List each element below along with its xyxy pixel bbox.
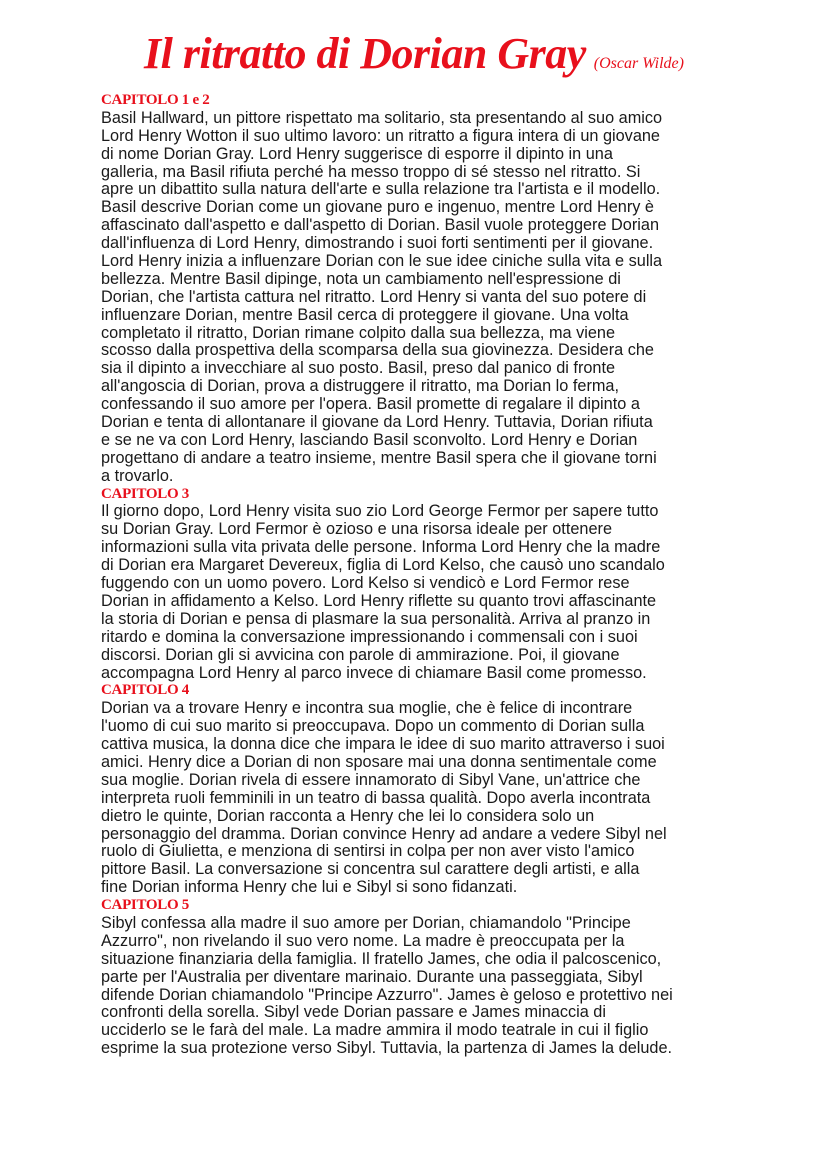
paragraph-line: parte per l'Australia per diventare marinaio. Durante una passeggiata, Sibyl [101,967,643,986]
paragraph-line: difende Dorian chiamandolo "Principe Azzurro". James è geloso e protettivo nei [101,985,673,1004]
chapter-section [101,486,741,683]
paragraph-line: situazione finanziaria della famiglia. Il fratello James, che odia il palcoscenico, [101,949,662,968]
paragraph-line: influenzare Dorian, mentre Basil cerca di proteggere il giovane. Una volta [101,305,629,324]
paragraph-line: informazioni sulla vita privata delle persone. Informa Lord Henry che la madre [101,538,661,557]
paragraph-line: Lord Henry Wotton il suo ultimo lavoro: un ritratto a figura intera di un giovane [101,126,660,145]
paragraph-line: la storia di Dorian e pensa di plasmare la sua personalità. Arriva al pranzo in [101,609,651,628]
paragraph-line: completato il ritratto, Dorian rimane colpito dalla sua bellezza, ma viene [101,323,616,342]
paragraph-line: esprime la sua protezione verso Sibyl. Tuttavia, la partenza di James la delude. [101,1039,673,1058]
paragraph-line: personaggio del dramma. Dorian convince Henry ad andare a vedere Sibyl nel [101,824,667,843]
paragraph-line: Dorian va a trovare Henry e incontra sua moglie, che è felice di incontrare [101,699,633,718]
paragraph-line: bellezza. Mentre Basil dipinge, nota un cambiamento nell'espressione di [101,269,621,288]
chapter-heading: CAPITOLO 3 [101,485,189,502]
paragraph-line: sua moglie. Dorian rivela di essere innamorato di Sibyl Vane, un'attrice che [101,770,641,789]
paragraph-line: Basil Hallward, un pittore rispettato ma solitario, sta presentando al suo amico [101,108,663,127]
paragraph-line: su Dorian Gray. Lord Fermor è ozioso e una risorsa ideale per ottenere [101,520,612,539]
chapter-section [101,92,741,486]
paragraph-line: scosso dalla prospettiva della scomparsa della sua giovinezza. Desidera che [101,341,654,360]
paragraph-line: l'uomo di cui suo marito si preoccupava. Dopo un commento di Dorian sulla [101,717,645,736]
paragraph-line: Sibyl confessa alla madre il suo amore per Dorian, chiamandolo "Principe [101,913,631,932]
paragraph-line: ruolo di Giulietta, e menziona di sentirsi in colpa per non aver visto l'amico [101,842,635,861]
chapter-heading: CAPITOLO 4 [101,682,189,699]
paragraph-line: dall'influenza di Lord Henry, dimostrando i suoi forti sentimenti per il giovane. [101,234,654,253]
chapter-section [101,897,741,1058]
paragraph-line: a trovarlo. [101,466,174,485]
paragraph-line: sia il dipinto a invecchiare al suo posto. Basil, preso dal panico di fronte [101,359,616,378]
paragraph-line: cattiva musica, la donna dice che impara le idee di suo marito attraverso i suoi [101,735,665,754]
paragraph-line: Dorian in affidamento a Kelso. Lord Henry riflette su quanto trovi affascinante [101,591,657,610]
paragraph-line: accompagna Lord Henry al parco invece di chiamare Basil come promesso. [101,663,647,682]
paragraph-line: confessando il suo amore per l'opera. Basil promette di regalare il dipinto a [101,395,640,414]
paragraph-line: all'angoscia di Dorian, prova a distruggere il ritratto, ma Dorian lo ferma, [101,377,620,396]
paragraph-line: galleria, ma Basil rifiuta perché ha messo troppo di sé stesso nel ritratto. Si [101,162,641,181]
paragraph-line: di Dorian era Margaret Devereux, figlia di Lord Kelso, che causò uno scandalo [101,556,665,575]
paragraph-line: Il giorno dopo, Lord Henry visita suo zio Lord George Fermor per sapere tutto [101,502,659,521]
paragraph-line: e se ne va con Lord Henry, lasciando Basil sconvolto. Lord Henry e Dorian [101,430,638,449]
paragraph-line: apre un dibattito sulla natura dell'arte e sulla relazione tra l'artista e il modello. [101,180,661,199]
chapter-heading: CAPITOLO 1 e 2 [101,92,210,108]
paragraph-line: dietro le quinte, Dorian racconta a Henry che lei lo considera solo un [101,806,595,825]
paragraph-line: amici. Henry dice a Dorian di non sposare mai una donna sentimentale come [101,752,657,771]
paragraph-line: interpreta ruoli femminili in un teatro di bassa qualità. Dopo averla incontrata [101,788,651,807]
paragraph-line: Azzurro", non rivelando il suo vero nome. La madre è preoccupata per la [101,931,625,950]
paragraph-line: fuggendo con un uomo povero. Lord Kelso si vendicò e Lord Fermor rese [101,574,630,593]
paragraph-line: Dorian, che l'artista cattura nel ritratto. Lord Henry si vanta del suo potere di [101,287,647,306]
paragraph-line: di nome Dorian Gray. Lord Henry suggerisce di esporre il dipinto in una [101,144,613,163]
document-body [101,92,741,1058]
paragraph-line: Lord Henry inizia a influenzare Dorian con le sue idee ciniche sulla vita e sulla [101,252,663,271]
paragraph-line: affascinato dall'aspetto e dall'aspetto di Dorian. Basil vuole proteggere Dorian [101,216,660,235]
chapter-section [101,682,741,897]
document-header [0,28,828,79]
paragraph-line: confronti della sorella. Sibyl vede Dorian passare e James minaccia di [101,1003,606,1022]
paragraph-line: pittore Basil. La conversazione si concentra sul carattere degli artisti, e alla [101,860,640,879]
document-title: Il ritratto di Dorian Gray [144,29,586,78]
paragraph-line: fine Dorian informa Henry che lui e Sibyl si sono fidanzati. [101,878,518,897]
paragraph-line: Basil descrive Dorian come un giovane puro e ingenuo, mentre Lord Henry è [101,198,654,217]
paragraph-line: ritardo e domina la conversazione impressionando i commensali con i suoi [101,627,638,646]
document-author: (Oscar Wilde) [593,55,684,72]
paragraph-line: Dorian e tenta di allontanare il giovane da Lord Henry. Tuttavia, Dorian rifiuta [101,413,653,432]
paragraph-line: progettano di andare a teatro insieme, mentre Basil spera che il giovane torni [101,448,657,467]
chapter-heading: CAPITOLO 5 [101,897,189,914]
paragraph-line: discorsi. Dorian gli si avvicina con parole di ammirazione. Poi, il giovane [101,645,620,664]
paragraph-line: ucciderlo se le farà del male. La madre ammira il modo teatrale in cui il figlio [101,1021,649,1040]
